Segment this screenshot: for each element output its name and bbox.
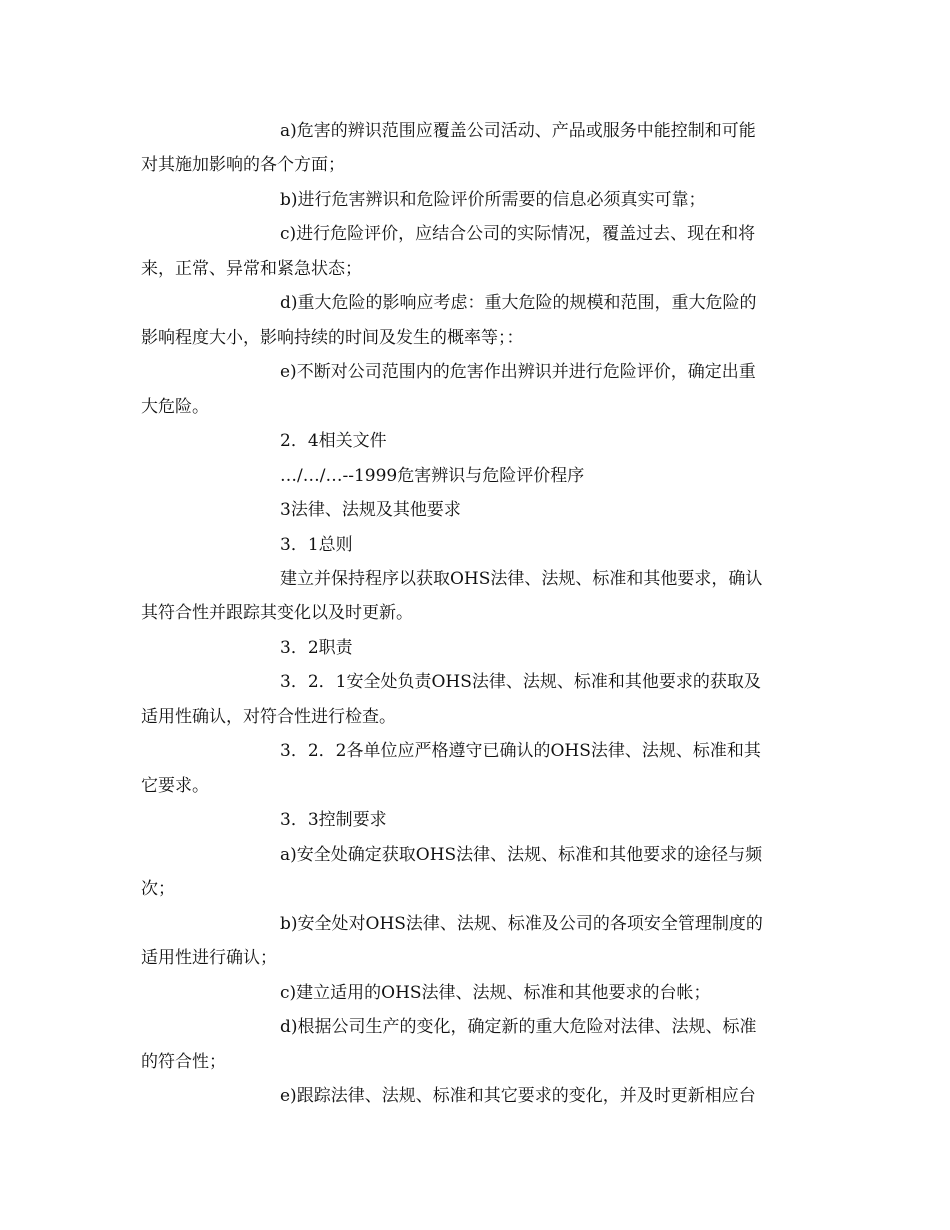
section-heading: 3．1总则 — [280, 535, 353, 555]
paragraph-line: 来，正常、异常和紧急状态； — [141, 259, 362, 279]
paragraph-line: b)进行危害辨识和危险评价所需要的信息必须真实可靠； — [280, 190, 706, 210]
paragraph-line: 的符合性； — [141, 1052, 226, 1072]
paragraph-line: 适用性确认，对符合性进行检查。 — [141, 707, 396, 727]
paragraph-line: 3．2．1安全处负责OHS法律、法规、标准和其他要求的获取及 — [280, 672, 761, 692]
paragraph-line: 影响程度大小，影响持续的时间及发生的概率等；： — [141, 328, 524, 348]
paragraph-line: b)安全处对OHS法律、法规、标准及公司的各项安全管理制度的 — [280, 914, 763, 934]
paragraph-line: 次； — [141, 879, 175, 899]
paragraph-line: a)危害的辨识范围应覆盖公司活动、产品或服务中能控制和可能 — [280, 121, 756, 141]
section-heading: 3．2职责 — [280, 638, 353, 658]
paragraph-line: 对其施加影响的各个方面； — [141, 155, 345, 175]
paragraph-line: 适用性进行确认； — [141, 948, 277, 968]
paragraph-line: 3．2．2各单位应严格遵守已确认的OHS法律、法规、标准和其 — [280, 741, 761, 761]
paragraph-line: d)根据公司生产的变化，确定新的重大危险对法律、法规、标准 — [280, 1017, 757, 1037]
paragraph-line: e)不断对公司范围内的危害作出辨识并进行危险评价，确定出重 — [280, 362, 756, 382]
paragraph-line: c)建立适用的OHS法律、法规、标准和其他要求的台帐； — [280, 983, 711, 1003]
section-heading: 3．3控制要求 — [280, 810, 387, 830]
section-heading: 2．4相关文件 — [280, 431, 387, 451]
paragraph-line: 它要求。 — [141, 776, 209, 796]
paragraph-line: 大危险。 — [141, 397, 209, 417]
paragraph-line: a)安全处确定获取OHS法律、法规、标准和其他要求的途径与频 — [280, 845, 763, 865]
paragraph-line: …/…/…--1999危害辨识与危险评价程序 — [280, 466, 585, 486]
section-heading: 3法律、法规及其他要求 — [280, 500, 461, 520]
paragraph-line: e)跟踪法律、法规、标准和其它要求的变化，并及时更新相应台 — [280, 1086, 756, 1106]
paragraph-line: 其符合性并跟踪其变化以及时更新。 — [141, 603, 413, 623]
paragraph-line: d)重大危险的影响应考虑：重大危险的规模和范围，重大危险的 — [280, 293, 757, 313]
paragraph-line: c)进行危险评价，应结合公司的实际情况，覆盖过去、现在和将 — [280, 224, 756, 244]
paragraph-line: 建立并保持程序以获取OHS法律、法规、标准和其他要求，确认 — [280, 569, 763, 589]
